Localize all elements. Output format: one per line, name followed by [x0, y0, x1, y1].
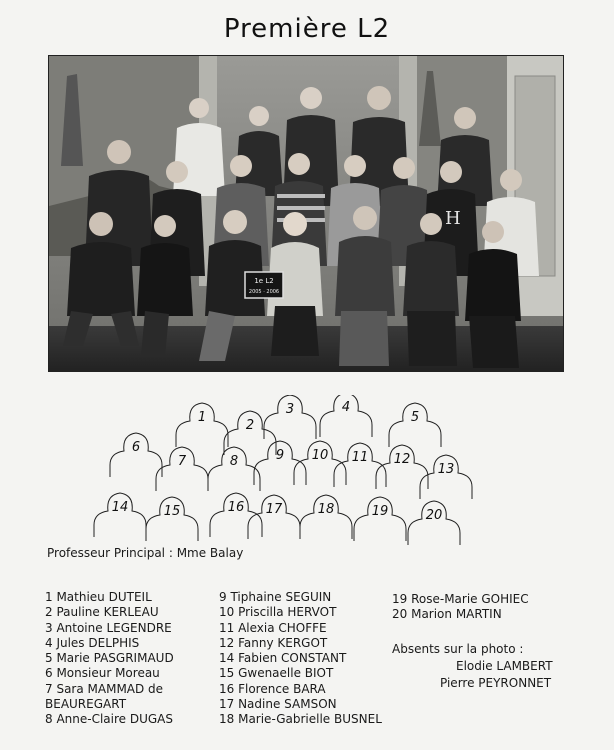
list-item: 17 Nadine SAMSON — [219, 697, 337, 712]
list-item: 14 Fabien CONSTANT — [219, 651, 347, 666]
list-item: 2 Pauline KERLEAU — [45, 605, 159, 620]
position-number: 17 — [265, 502, 283, 517]
list-item: 7 Sara MAMMAD de — [45, 681, 164, 696]
slate-line-1: 1e L2 — [254, 277, 274, 285]
list-item: 6 Monsieur Moreau — [45, 666, 160, 681]
list-item: 11 Alexia CHOFFE — [219, 620, 327, 635]
position-number: 19 — [371, 504, 389, 519]
list-item: BEAUREGART — [45, 697, 127, 712]
list-item: 1 Mathieu DUTEIL — [45, 590, 152, 604]
position-number: 5 — [410, 410, 420, 425]
position-number: 1 — [197, 410, 207, 425]
page-title: Première L2 — [223, 14, 391, 44]
position-number: 18 — [317, 502, 335, 517]
position-number: 8 — [229, 454, 239, 469]
list-item: 18 Marie-Gabrielle BUSNEL — [219, 712, 382, 727]
slate-line-2: 2005 · 2006 — [248, 289, 280, 295]
students-list-col3 — [392, 592, 529, 623]
position-number: 20 — [425, 508, 443, 523]
list-item: 3 Antoine LEGENDRE — [45, 620, 172, 635]
position-number: 10 — [311, 448, 329, 463]
position-number: 13 — [437, 462, 455, 477]
students-list-col2 — [219, 590, 382, 728]
list-item: 4 Jules DELPHIS — [45, 635, 140, 650]
position-number: 4 — [341, 400, 351, 415]
principal-teacher: Professeur Principal : Mme Balay — [47, 546, 244, 560]
position-diagram — [90, 395, 490, 545]
svg-text:H: H — [445, 208, 461, 229]
position-number: 2 — [245, 418, 255, 433]
absent-list — [392, 641, 553, 692]
list-item: 19 Rose-Marie GOHIEC — [392, 592, 529, 606]
position-number: 12 — [393, 452, 411, 467]
list-item: 8 Anne-Claire DUGAS — [45, 712, 173, 727]
list-item: 10 Priscilla HERVOT — [219, 605, 337, 620]
position-number: 15 — [163, 504, 181, 519]
students-list-col1 — [45, 590, 174, 728]
position-number: 14 — [111, 500, 129, 515]
position-number: 16 — [227, 500, 245, 515]
list-item: 20 Marion MARTIN — [392, 607, 502, 622]
position-number: 9 — [275, 448, 285, 463]
position-number: 11 — [351, 450, 369, 465]
class-photo — [48, 55, 564, 372]
position-number: 6 — [131, 440, 141, 455]
position-number: 3 — [285, 402, 295, 417]
list-item: 16 Florence BARA — [219, 681, 326, 696]
list-item: 5 Marie PASGRIMAUD — [45, 651, 174, 666]
list-item: 12 Fanny KERGOT — [219, 635, 328, 650]
position-number: 7 — [177, 454, 187, 469]
absent-name: Elodie LAMBERT — [456, 659, 553, 673]
class-slate — [245, 272, 283, 298]
absent-heading: Absents sur la photo : — [392, 642, 524, 656]
list-item: 9 Tiphaine SEGUIN — [219, 590, 332, 604]
list-item: 15 Gwenaelle BIOT — [219, 666, 334, 681]
absent-name: Pierre PEYRONNET — [440, 676, 552, 690]
